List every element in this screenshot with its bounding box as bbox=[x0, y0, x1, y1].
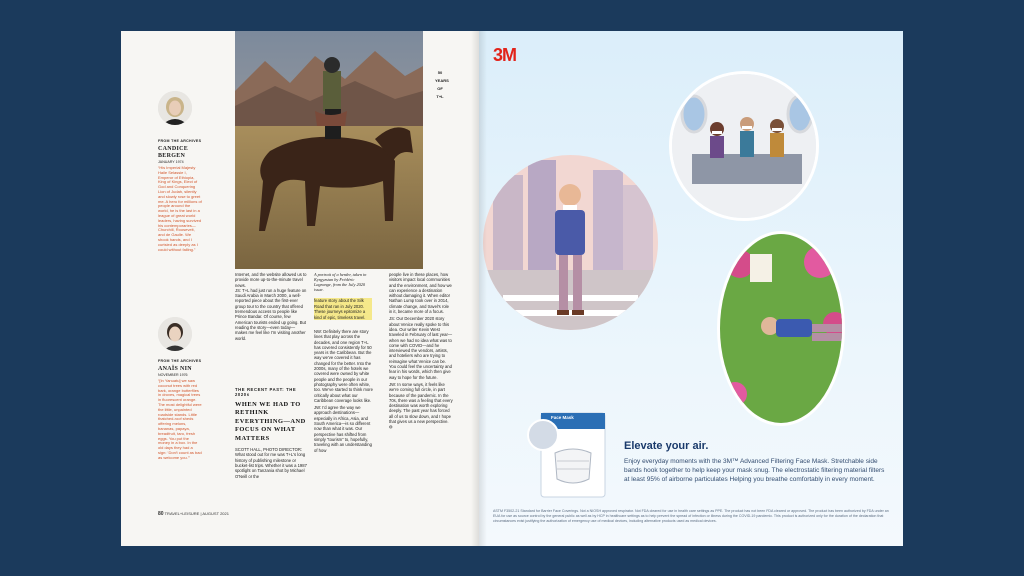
city-scene-image bbox=[483, 155, 658, 330]
airplane-scene-image bbox=[669, 71, 819, 221]
page-folio bbox=[158, 511, 229, 517]
mask-box-label: Face Mask bbox=[551, 415, 574, 420]
ad-headline: Elevate your air. bbox=[624, 440, 709, 452]
page-number: 80 bbox=[158, 511, 164, 517]
author-quote: “[In Yanuatu] we saw coconut trees with red bark, orange butterflies in droves, magical trees in fluorescent orange. The most delightful were the little, unpainted roadside stands. Little thatched-roof sheds offering melons, bananas, papaya, breadfruit, taro, fresh eggs. You put the money in a box. In the old days they had a sign: ‘Don't count as bad as welcome you.’” bbox=[158, 378, 202, 460]
article-paragraph: people live in these places, how visitors impact local communities and the environment, and how we can experience a destination without damaging it. When editor Nathan Lump took over in 2014, climate change, and travel's role in it, became more of a focus. bbox=[389, 272, 452, 315]
article-paragraph: JW: In some ways, it feels like we're coming full circle, in part because of the pandemic. In the 70s, there was a feeling that every destination was worth exploring deeply. The past year has forced all of us to slow down, and I hope that gives us a new perspective. ◍ bbox=[389, 381, 453, 430]
herder-photo bbox=[235, 31, 423, 269]
vertical-tag-line: YEARS bbox=[435, 78, 449, 83]
article-paragraph: Internet, and the website allowed us to provide more up-to-the-minute travel news. bbox=[235, 272, 307, 288]
article-col-1 bbox=[235, 272, 307, 341]
author-name: ANAÏS NIN bbox=[158, 366, 192, 372]
park-scene-image bbox=[717, 231, 845, 426]
author-block-nin bbox=[158, 359, 202, 461]
page-gutter bbox=[471, 31, 487, 546]
section-kicker: THE RECENT PAST: THE 2020s bbox=[235, 387, 297, 397]
article-col-2 bbox=[314, 329, 376, 453]
section-block bbox=[235, 387, 307, 479]
author-date: NOVEMBER 1976 bbox=[158, 373, 188, 377]
section-body: SCOTT HALL, PHOTO DIRECTOR: What stood out for me was T+L's long history of publishing milestone or bucket-list trips. Whether it was a 1987 spotlight on Tanzania shot by Michael O'Neill or the bbox=[235, 447, 307, 479]
article-paragraph: JS: Our December 2020 story about Venice really spoke to this idea. Our writer Kevin West traveled in February of last year—when we had no idea what was to come with COVID—and he interviewed the vendors, artists, and hoteliers who are trying to reimagine what Venice can be. You could feel the uncertainty and fear in his words, which then give way to hope for the future. bbox=[389, 316, 453, 380]
author-portrait bbox=[158, 317, 192, 351]
mask-product-box bbox=[527, 405, 619, 503]
article-col-3 bbox=[389, 272, 453, 430]
author-quote: “His Imperial Majesty Haile Selassie I, Emperor of Ethiopia, King of Kings, Elect of God and Conquering Lion of Judah, silently and slowly rose to greet me. A hero for millions of people around the world, he is the last in a league of great world leaders, having survived his contemporaries—Churchill, Roosevelt, and de Gaulle. We shook hands, and I curtsied as deeply as I could without falling.” bbox=[158, 165, 202, 252]
folio-text: TRAVEL+LEISURE | AUGUST 2021 bbox=[164, 511, 229, 516]
author-block-bergen bbox=[158, 139, 202, 252]
article-paragraph: NW: Definitely there are story lines that play across the decades, and one region T+L has covered consistently for 50 years is the Caribbean. But the way we've covered it has changed for the better. Into the 2000s, many of the hotels we covered were owned by white people and the people in our photography were often white, too. We've started to think more critically about what our Caribbean coverage looks like. bbox=[314, 329, 373, 403]
highlighted-text: feature story about the Silk Road that ran in July 2020. These journeys epitomize a kind of epic, timeless travel. bbox=[314, 298, 372, 320]
ad-body: Enjoy everyday moments with the 3M™ Advanced Filtering Face Mask. Stretchable side bands hook together to help keep your mask snug. The electrostatic filtering material filters at least 95% of airborne particulates Helping you breathe comfortably in every moment. bbox=[624, 458, 885, 483]
vertical-tag-line: 50 bbox=[437, 70, 443, 75]
vertical-tag bbox=[435, 69, 449, 101]
photo-caption: A portrait of a herder, taken in Kyrgyzstan by Frédéric Lagrange, from the July 2020 issue. bbox=[314, 272, 367, 292]
section-heading: WHEN WE HAD TO RETHINK EVERYTHING—AND FOCUS ON WHAT MATTERS bbox=[235, 401, 306, 442]
article-paragraph: JW: I'd agree the way we approach destinations—especially in Africa, Asia, and South America—is so different now than what it was. Our perspective has shifted from simply “tourism” to, hopefully, traveling with an understanding of how bbox=[314, 405, 372, 453]
right-page-ad bbox=[479, 31, 903, 546]
author-label: FROM THE ARCHIVES bbox=[158, 139, 202, 143]
brand-logo: 3M bbox=[493, 45, 517, 65]
vertical-tag-line: T+L bbox=[436, 94, 444, 99]
left-page bbox=[121, 31, 479, 546]
author-date: JANUARY 1974 bbox=[158, 160, 184, 164]
ad-fine-print: ASTM F3502-21 Standard for Barrier Face Coverings. Not a NIOSH approved respirator. Not FDA cleared for use in health care settings as PPE. The product has not been FDA cleared or approved. The product has been authorized by FDA under an EUA for use as source control by the general public as well as by HCP in healthcare settings as to help prevent the spread of infection or illness during the COVID-19 pandemic. This product is authorized only for the duration of the declaration that circumstances exist justifying the authorization of emergency use of medical devices, including alternative products used as medical devices. bbox=[493, 509, 889, 523]
magazine-spread bbox=[121, 31, 903, 546]
author-label: FROM THE ARCHIVES bbox=[158, 359, 202, 363]
author-portrait bbox=[158, 91, 192, 125]
vertical-tag-line: OF bbox=[437, 86, 443, 91]
author-name: CANDICE BERGEN bbox=[158, 146, 189, 159]
article-paragraph: JS: T+L had just run a huge feature on Saudi Arabia in March 2000, a well-reported piece about the first-ever group tour to the country that offered tremendous access to people like Prince Bandar. Of course, few American tourists ended up going. But reading the story—even today—makes me feel like I'm visiting another world. bbox=[235, 287, 307, 341]
